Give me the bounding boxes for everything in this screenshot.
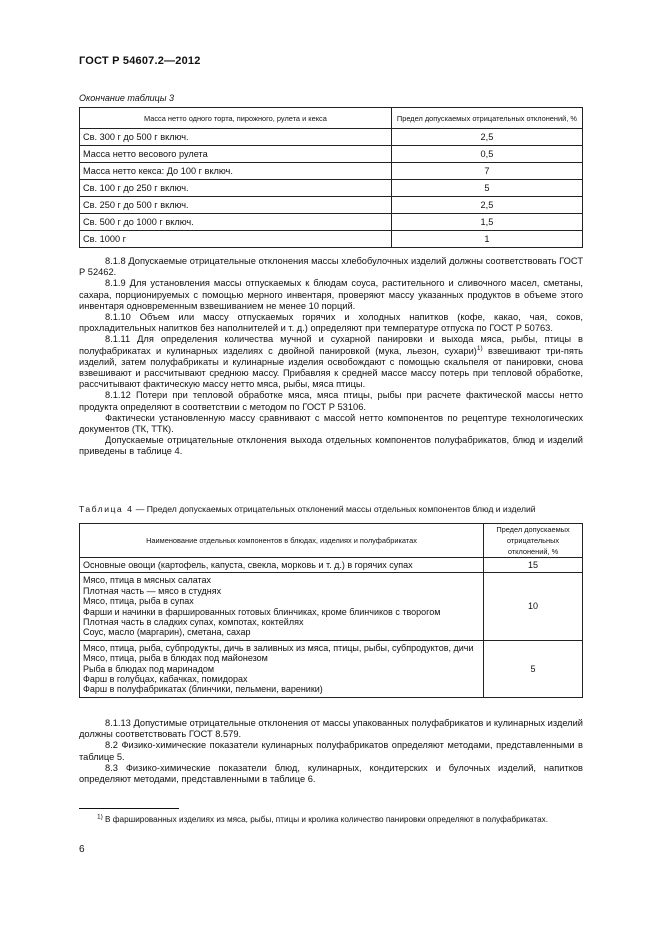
table-row	[80, 197, 583, 214]
table-3	[79, 107, 583, 248]
table-header-row	[80, 524, 583, 558]
table3-cell-limit: 5	[391, 180, 582, 197]
paragraph-table4-ref: Допускаемые отрицательные отклонения выхода отдельных компонентов полуфабрикатов, блюд и изделий приведены в таблице 4.	[79, 435, 583, 457]
footnote	[79, 815, 583, 825]
table3-cell-mass: Св. 500 г до 1000 г включ.	[80, 214, 392, 231]
table3-cell-limit: 0,5	[391, 146, 582, 163]
paragraph-fact-mass: Фактически установленную массу сравнивают с массой нетто компонентов по рецептуре технологических документов (ТК, ТТК).	[79, 412, 583, 435]
paragraph-8-1-8: 8.1.8 Допускаемые отрицательные отклонения массы хлебобулочных изделий должны соответствовать ГОСТ Р 52462.	[79, 256, 583, 278]
paragraph-8-1-11-text-a: 8.1.11 Для определения количества мучной и сухарной панировки и выхода мяса, рыбы, птицы в полуфабрикатах и кулинарных изделиях с двойной панировкой (мука, льезон, сухари)	[79, 334, 583, 356]
table-row	[80, 129, 583, 146]
table3-caption: Окончание таблицы 3	[79, 93, 174, 103]
table3-cell-mass: Св. 300 г до 500 г включ.	[80, 129, 392, 146]
paragraph-8-1-11	[79, 334, 583, 390]
table3-cell-mass: Масса нетто весового рулета	[80, 146, 392, 163]
list-item: Фарш в голубцах, кабачках, помидорах	[83, 674, 248, 685]
table4-header-limit: Предел допускаемых отрицательных отклонений, %	[484, 524, 583, 558]
paragraphs-block-1	[79, 256, 583, 458]
standard-header: ГОСТ Р 54607.2—2012	[79, 55, 201, 67]
list-item: Основные овощи (картофель, капуста, свекла, морковь и т. д.) в горячих супах	[83, 560, 413, 570]
list-item: Плотная часть — мясо в студнях	[83, 585, 222, 596]
list-item: Фарши и начинки в фаршированных готовых блинчиках, кроме блинчиков с творогом	[83, 606, 441, 617]
table4-header-components: Наименование отдельных компонентов в блюдах, изделиях и полуфабрикатах	[80, 524, 484, 558]
table3-header-mass: Масса нетто одного торта, пирожного, рулета и кекса	[80, 108, 392, 129]
list-item: Мясо, птица, рыба в блюдах под майонезом	[83, 653, 268, 664]
list-item: Соус, масло (маргарин), сметана, сахар	[83, 627, 251, 638]
table-row	[80, 146, 583, 163]
list-item: Рыба в блюдах под маринадом	[83, 663, 215, 674]
table3-cell-mass: Масса нетто кекса: До 100 г включ.	[80, 163, 392, 180]
paragraphs-block-3	[79, 718, 583, 785]
table3-cell-mass: Св. 250 г до 500 г включ.	[80, 197, 392, 214]
table-row	[80, 231, 583, 248]
table3-cell-mass: Св. 100 г до 250 г включ.	[80, 180, 392, 197]
footnote-ref: 1)	[476, 344, 483, 352]
table3-cell-limit: 1	[391, 231, 582, 248]
table4-caption	[79, 504, 599, 514]
paragraph-8-1-12: 8.1.12 Потери при тепловой обработке мяса, мяса птицы, рыбы при расчете фактической массы нетто продукта определяют в соответствии с методом по ГОСТ Р 53106.	[79, 390, 583, 412]
list-item: Мясо, птица, рыба, субпродукты, дичь в заливных из мяса, птицы, рыбы, субпродуктов, дичи	[83, 642, 474, 653]
table-row	[80, 163, 583, 180]
table4-caption-label: Таблица 4	[79, 504, 134, 514]
table4-caption-text: — Предел допускаемых отрицательных отклонений массы отдельных компонентов блюд и изделий	[133, 504, 536, 514]
list-item: Мясо, птица, рыба в супах	[83, 596, 194, 607]
table3-header-limit: Предел допускаемых отрицательных отклонений, %	[391, 108, 582, 129]
list-item: Плотная часть в сладких супах, компотах, коктейлях	[83, 617, 304, 628]
footnote-divider	[79, 808, 179, 809]
table3-cell-limit: 2,5	[391, 197, 582, 214]
page-number: 6	[79, 844, 85, 855]
table4-cell-limit: 5	[484, 640, 583, 697]
table4-cell-components	[80, 573, 484, 640]
table-row	[80, 573, 583, 640]
paragraph-8-2: 8.2 Физико-химические показатели кулинарных полуфабрикатов определяют методами, представленными в таблице 5.	[79, 740, 583, 762]
table4-cell-limit: 15	[484, 558, 583, 573]
list-item: Мясо, птица в мясных салатах	[83, 575, 212, 586]
footnote-mark: 1)	[97, 813, 103, 821]
table-4	[79, 523, 583, 698]
table4-cell-components	[80, 640, 484, 697]
paragraph-8-1-9: 8.1.9 Для установления массы отпускаемых к блюдам соуса, растительного и сливочного масел, сметаны, сахара, порционируемых с помощью мерного инвентаря, проверяют массу указанных продуктов в объеме этого инвентаря одновременным взвешиванием не менее 10 порций.	[79, 278, 583, 311]
footnote-text: В фаршированных изделиях из мяса, рыбы, птицы и кролика количество панировки определяют в полуфабрикатах.	[102, 815, 548, 824]
table-row	[80, 558, 583, 573]
paragraph-8-1-10: 8.1.10 Объем или массу отпускаемых горячих и холодных напитков (кофе, какао, чая, соков, прохладительных напитков без наполнителей и т. д.) определяют при температуре отпуска по ГОСТ Р 50763.	[79, 312, 583, 334]
table3-cell-limit: 1,5	[391, 214, 582, 231]
table-row	[80, 180, 583, 197]
table3-cell-limit: 7	[391, 163, 582, 180]
table4-cell-components	[80, 558, 484, 573]
table3-cell-mass: Св. 1000 г	[80, 231, 392, 248]
paragraph-8-1-11-text-b: взвешивают три-пять изделий, затем полуфабрикаты и кулинарные изделия освобождают с помощью скальпеля от панировки, снова взвешивают и рассчитывают среднюю массу. Прибавляя к средней массе массу потерь при тепловой обработке, рассчитывают фактическую массу нетто мяса, рыбы, мяса птицы.	[79, 345, 583, 390]
list-item: Фарш в полуфабрикатах (блинчики, пельмени, вареники)	[83, 684, 323, 695]
table4-cell-limit: 10	[484, 573, 583, 640]
table-header-row	[80, 108, 583, 129]
paragraph-8-3: 8.3 Физико-химические показатели блюд, кулинарных, кондитерских и булочных изделий, напитков определяют методами, представленными в таблице 6.	[79, 762, 583, 785]
table-row	[80, 214, 583, 231]
table-row	[80, 640, 583, 697]
paragraph-8-1-13: 8.1.13 Допустимые отрицательные отклонения от массы упакованных полуфабрикатов и кулинарных изделий должны соответствовать ГОСТ 8.579.	[79, 718, 583, 740]
table3-cell-limit: 2,5	[391, 129, 582, 146]
